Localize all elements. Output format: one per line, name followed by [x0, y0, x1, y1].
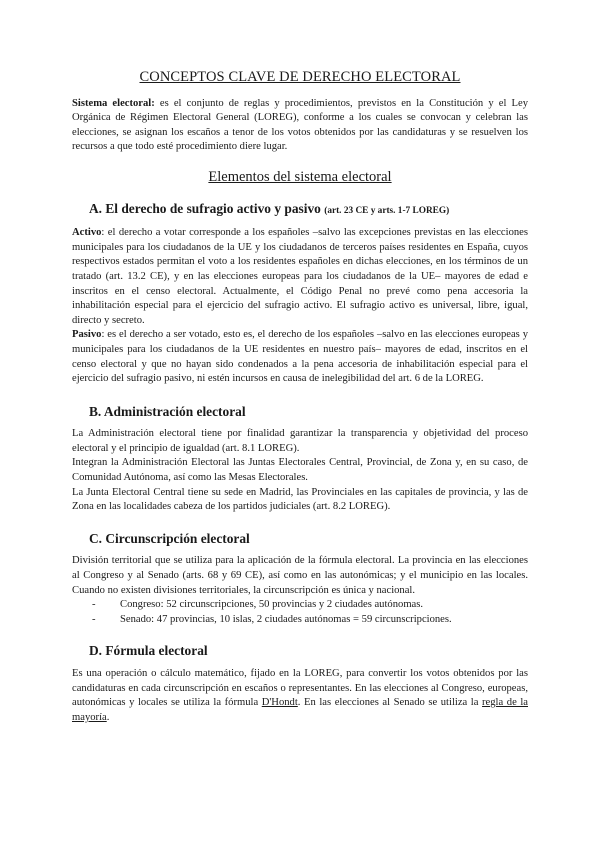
circunscripciones-list: [72, 598, 528, 627]
section-a-reference: (art. 23 CE y arts. 1-7 LOREG): [324, 205, 450, 216]
activo-term: Activo: [72, 227, 102, 239]
section-b-paragraph-2: Integran la Administración Electoral las Juntas Electorales Central, Provincial, de Zona y, en su caso, de Comunidad Autónoma, así como las Mesas Electorales.: [72, 457, 528, 484]
dhondt-link[interactable]: D'Hondt: [261, 697, 298, 709]
intro-paragraph: [72, 97, 528, 155]
activo-text: : el derecho a votar corresponde a los españoles –salvo las excepciones previstas en las elecciones municipales para los ciudadanos de la UE y los ciudadanos de terceros países residentes en España, cuyos respectivos estados permitan el voto a los residentes españoles en dichas elecciones, en los términos de un tratado (art. 13.2 CE), y en las elecciones europeas para los ciudadanos de la UE– mayores de edad e inscritos en el censo electoral. Actualmente, el Código Penal no prevé como pena accesoria la inhabilitación especial para el ejercicio del sufragio activo. El sufragio activo es universal, libre, igual, directo y secreto.: [72, 227, 528, 326]
intro-text: es el conjunto de reglas y procedimientos, previstos en la Constitución y el Ley Orgánica de Régimen Electoral General (LOREG), conforme a los cuales se convocan y celebran las elecciones, se asignan los escaños a tenor de los votos obtenidos por las candidaturas y se resuelven los recursos a que todo esté procedimiento diere lugar.: [72, 97, 528, 153]
section-a-title: A. El derecho de sufragio activo y pasivo: [89, 200, 321, 216]
section-a-paragraph-activo: [72, 226, 528, 328]
section-d-text-2: . En las elecciones al Senado se utiliza la: [297, 697, 483, 709]
list-item-congreso: - Congreso: 52 circunscripciones, 50 provincias y 2 ciudades autónomas.: [92, 598, 528, 613]
regla-mayoria-link[interactable]: regla de la mayoría: [72, 697, 528, 723]
section-c-paragraph: División territorial que se utiliza para la aplicación de la fórmula electoral. La provincia en las elecciones al Congreso y al Senado (arts. 68 y 69 CE), así como en las autonómicas; y el municipio en las locales. Cuando no existen divisiones territoriales, la circunscripción es única y nacional.: [72, 555, 528, 596]
section-d-text-3: .: [106, 711, 110, 723]
section-b-paragraph-3: La Junta Electoral Central tiene su sede en Madrid, las Provinciales en las capitales de provincia, y las de Zona en las localidades cabeza de los partidos judiciales (art. 8.2 LOREG).: [72, 486, 528, 513]
section-subtitle: Elementos del sistema electoral: [208, 168, 392, 185]
intro-term: Sistema electoral:: [72, 97, 155, 109]
section-c-heading: C. Circunscripción electoral: [89, 530, 250, 546]
pasivo-term: Pasivo: [72, 329, 102, 341]
list-item-senado: - Senado: 47 provincias, 10 islas, 2 ciudades autónomas = 59 circunscripciones.: [92, 613, 528, 628]
pasivo-text: : es el derecho a ser votado, esto es, el derecho de los españoles –salvo en las elecciones europeas y municipales para los ciudadanos de la UE residentes en nuestro país– mayores de edad, inscritos en el censo electoral y que no hayan sido condenados a la pena accesoria de inhabilitación especial para el ejercicio del sufragio pasivo, ni estén incursos en causa de inelegibilidad del art. 6 de la LOREG.: [72, 329, 528, 385]
section-b-heading: B. Administración electoral: [89, 403, 246, 419]
section-a-heading: [89, 202, 528, 219]
section-a-paragraph-pasivo: [72, 328, 528, 386]
section-d-paragraph: [72, 667, 528, 725]
section-d-text-1: Es una operación o cálculo matemático, fijado en la LOREG, para convertir los votos obtenidos por las candidaturas en cada circunscripción en escaños o representantes. En las elecciones al Congreso, europeas, autonómicas y locales se utiliza la fórmula: [72, 668, 528, 709]
section-b-paragraph-1: La Administración electoral tiene por finalidad garantizar la transparencia y objetividad del proceso electoral y el principio de igualdad (art. 8.1 LOREG).: [72, 428, 528, 454]
section-d-heading: D. Fórmula electoral: [89, 643, 208, 659]
document-title: CONCEPTOS CLAVE DE DERECHO ELECTORAL: [139, 69, 461, 85]
